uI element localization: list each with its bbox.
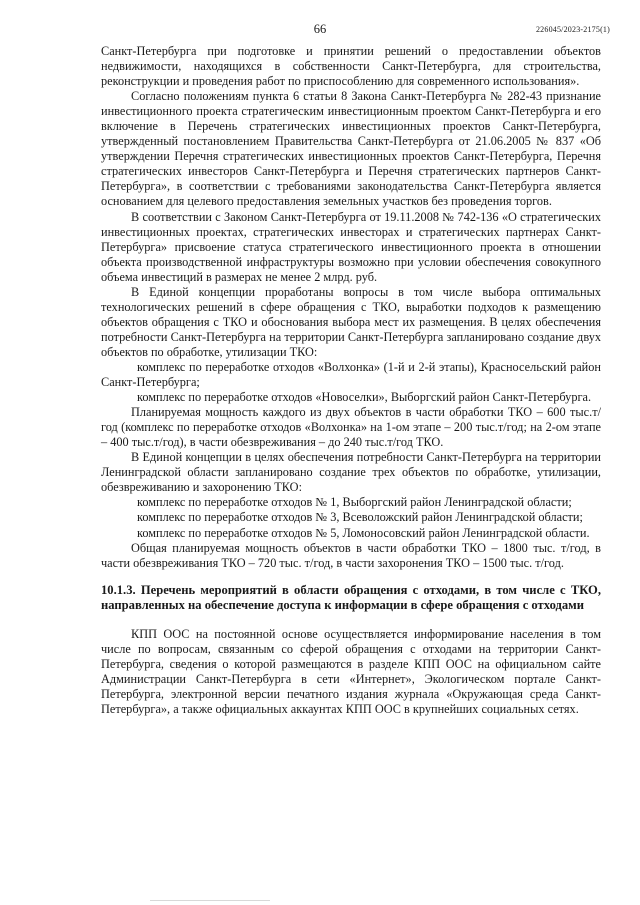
paragraph-information-access: КПП ООС на постоянной основе осуществляется информирование населения в том числе по вопросам, связанным со сферой обращения с отходами на территории Санкт-Петербурга, сведения о которой размещаются в разделе КПП ООС на официальном сайте Администрации Санкт-Петербурга в сети «Интернет», Экологическом портале Санкт-Петербурга, электронной версии печатного издания журнала «Окружающая среда Санкт-Петербурга», а также официальных аккаунтах КПП ООС в крупнейших социальных сетях.: [101, 626, 601, 716]
paragraph-continuation: Санкт-Петербурга при подготовке и принятии решений о предоставлении объектов недвижимости, находящихся в собственности Санкт-Петербурга, для строительства, реконструкции и проведения работ по приспособлению для современного использования».: [101, 44, 601, 89]
page-number: 66: [313, 22, 327, 36]
paragraph-law-282: Согласно положениям пункта 6 статьи 8 Закона Санкт-Петербурга № 282-43 признание инвестиционного проекта стратегическим инвестиционным проектом Санкт-Петербурга и его включение в Перечень стратегических инвестиционных проектов Санкт-Петербурга, утвержденный постановлением Правительства Санкт-Петербурга от 21.06.2005 № 837 «Об утверждении Перечня стратегических инвестиционных проектов Санкт-Петербурга, Перечня стратегических инвесторов Санкт-Петербурга и Перечня стратегических партнеров Санкт-Петербурга», в соответствии с требованиями законодательства Санкт-Петербурга является основанием для целевого предоставления земельных участков без проведения торгов.: [101, 89, 601, 209]
list-item-complex-5: комплекс по переработке отходов № 5, Ломоносовский район Ленинградской области.: [137, 525, 590, 540]
section-heading: 10.1.3. Перечень мероприятий в области обращения с отходами, в том числе с ТКО, направленных на обеспечение доступа к информации в сфере обращения с отходами: [101, 582, 601, 613]
paragraph-law-742: В соответствии с Законом Санкт-Петербурга от 19.11.2008 № 742-136 «О стратегических инвестиционных проектах, стратегических инвесторах и стратегических партнерах Санкт-Петербурга» присвоение статуса стратегического инвестиционного проекта в отношении объекта производственной инфраструктуры возможно при условии обеспечения совокупного объема инвестиций в размерах не менее 2 млрд. руб.: [101, 209, 601, 284]
paragraph-unified-concept: В Единой концепции проработаны вопросы в том числе выбора оптимальных технологических решений в сфере обращения с ТКО, выработки подходов к размещению объектов обращения с ТКО и обоснования выбора мест их размещения. В целях обеспечения потребности Санкт-Петербурга на территории Санкт-Петербурга запланировано создание двух объектов по обработке, утилизации ТКО:: [101, 284, 601, 359]
paragraph-total-capacity: Общая планируемая мощность объектов в части обработки ТКО – 1800 тыс. т/год, в части обезвреживания ТКО – 720 тыс. т/год, в части захоронения ТКО – 1500 тыс. т/год.: [101, 540, 601, 570]
list-item-complex-3: комплекс по переработке отходов № 3, Всеволожский район Ленинградской области;: [137, 510, 583, 525]
document-body: [101, 44, 601, 717]
list-item-volkhonka: комплекс по переработке отходов «Волхонка» (1-й и 2-й этапы), Красносельский район Санкт-Петербурга;: [101, 359, 601, 390]
paragraph-leningrad-region: В Единой концепции в целях обеспечения потребности Санкт-Петербурга на территории Ленинградской области запланировано создание трех объектов по обработке, утилизации, обезвреживанию и захоронению ТКО:: [101, 450, 601, 495]
list-item-novoselki: комплекс по переработке отходов «Новоселки», Выборгский район Санкт-Петербурга.: [137, 390, 592, 405]
document-id: 226045/2023-2175(1): [535, 25, 610, 34]
paragraph-planned-capacity: Планируемая мощность каждого из двух объектов в части обработки ТКО – 600 тыс.т/год (комплекс по переработке отходов «Волхонка» на 1-ом этапе – 200 тыс.т/год; на 2-ом этапе – 400 тыс.т/год), в части обезвреживания – до 240 тыс.т/год ТКО.: [101, 405, 601, 450]
list-item-complex-1: комплекс по переработке отходов № 1, Выборгский район Ленинградской области;: [137, 495, 572, 510]
bottom-divider: [150, 900, 270, 901]
